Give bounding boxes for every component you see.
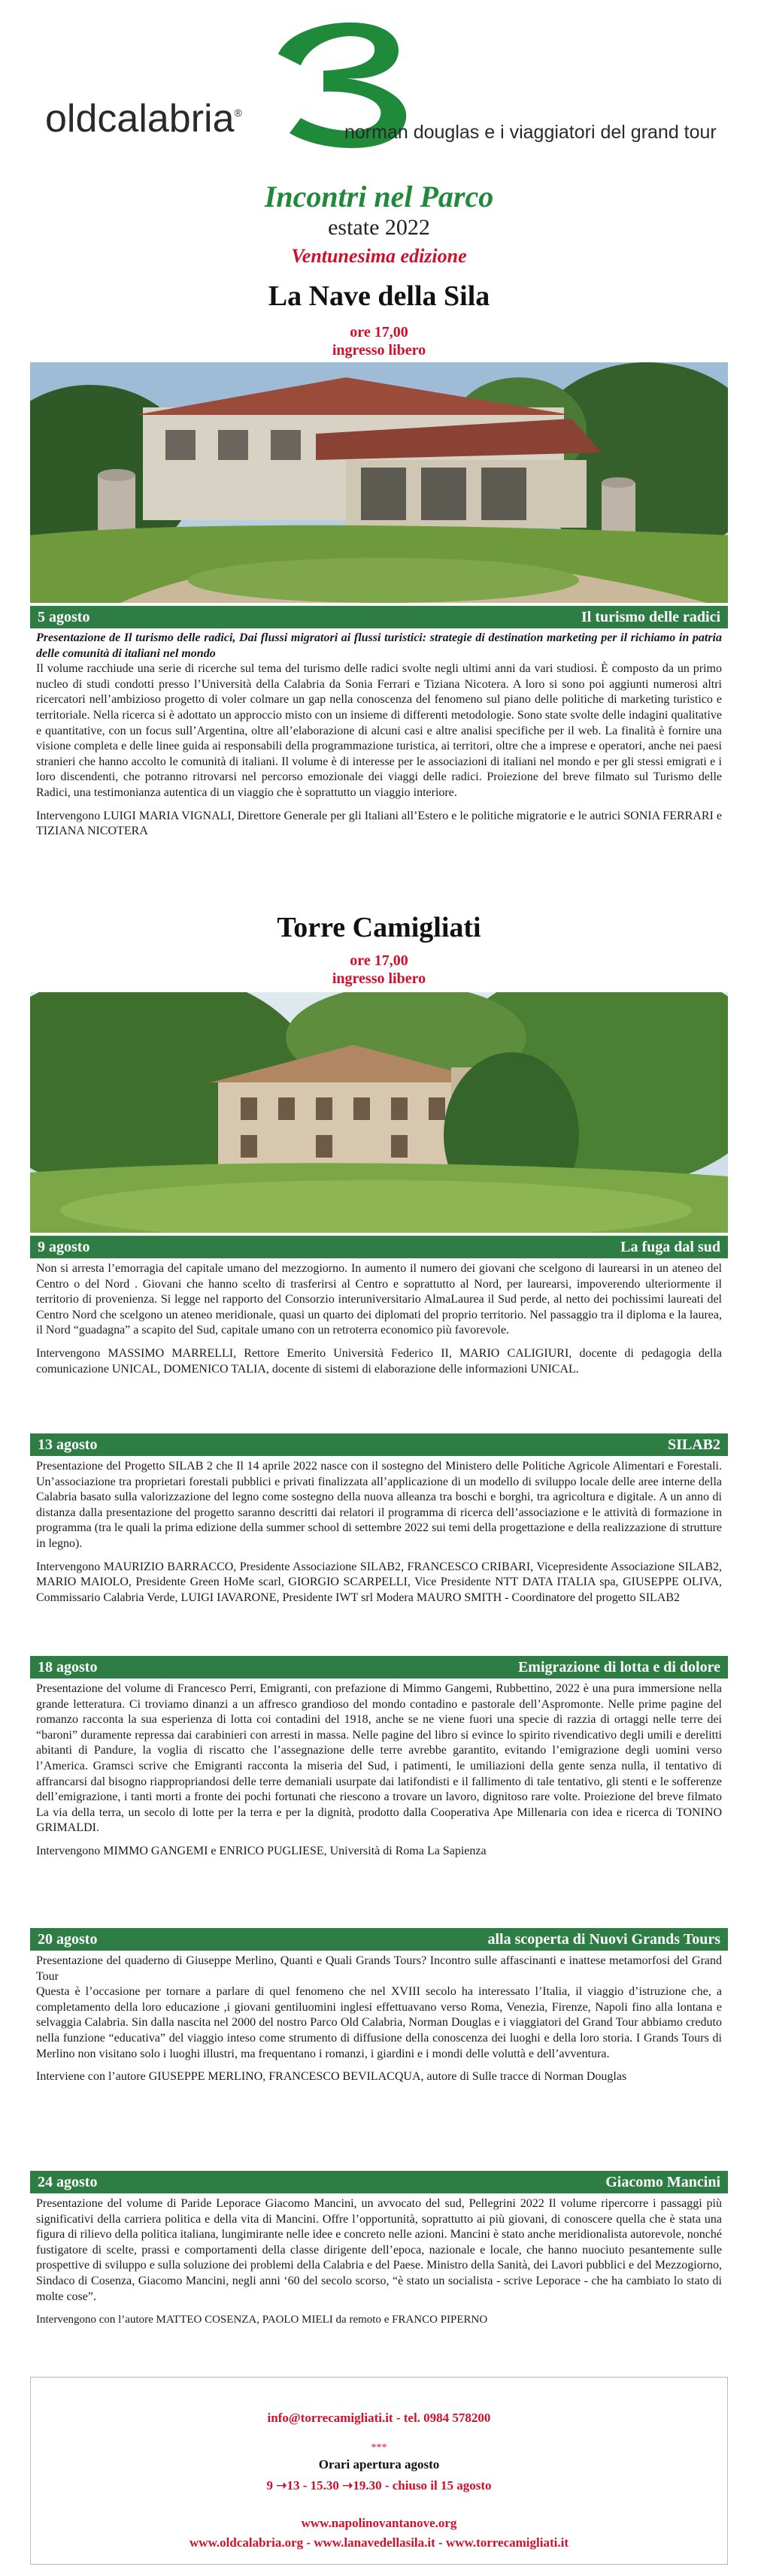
event-speakers: Intervengono con l’autore MATTEO COSENZA, PAOLO MIELI da remoto e FRANCO PIPERNO bbox=[36, 2314, 488, 2326]
event-text-18-agosto bbox=[36, 1682, 722, 1860]
venue-title-torre-camigliati: Torre Camigliati bbox=[277, 912, 481, 943]
event-bar-13-agosto bbox=[30, 1433, 728, 1456]
event-body: Questa è l’occasione per tornare a parlare di quel fenomeno che nel XVIII secolo ha interessato l’Italia, il viaggio d’istruzione che, a completamento della loro educazione ,i giovani gentiluomini inglesi effettuavano verso Roma, Venezia, Firenze, Napoli fino alla lontana e selvaggia Calabria. Sin dalla nascita nel 2000 del nostro Parco Old Calabria, Norman Douglas e i viaggiatori del Grand Tour abbiamo creduto nella funzione “educativa” del viaggio inteso come strumento di diffusione della conoscenza dei luoghi e della loro storia. I Grands Tours di Merlino non visitano solo i luoghi illustri, ma frequentano i romanzi, i giardini e i mondi delle voluttà e dell’avventura. bbox=[36, 1985, 722, 2060]
event-body: Presentazione del volume di Paride Leporace Giacomo Mancini, un avvocato del sud, Pellegrini 2022 Il volume ripercorre i passaggi più significativi della carriera politica e della vita di Mancini. Offre l’opportunità, soprattutto ai più giovani, di conoscere quella che è stata una figura di rilievo della politica italiana, lungimirante nelle idee e concreto nelle azioni. Mancini è stato anche meridionalista autorevole, nonché fustigatore di scelte, prassi e comportamenti della classe dirigente dell’epoca, nazionale e locale, che hanno nuociuto pesantemente sulle prospettive di sviluppo e sulla soluzione dei problemi della Calabria e del Paese. Ministro della Sanità, dei Lavori pubblici e del Mezzogiorno, Sindaco di Cosenza, Giacomo Mancini, negli anni ‘60 del secolo scorso, “è stato un socialista - scrive Leporace - che ha cambiato lo stato di molte cose”. bbox=[36, 2197, 722, 2303]
venue-entry-nave-sila: ingresso libero bbox=[332, 342, 426, 359]
venue-title-nave-sila: La Nave della Sila bbox=[268, 280, 490, 312]
event-text-5-agosto bbox=[36, 631, 722, 840]
event-speakers: Intervengono MASSIMO MARRELLI, Rettore Emerito Università Federico II, MARIO CALIGIURI, docente di pedagogia della comunicazione UNICAL, DOMENICO TALIA, docente di sistemi di elaborazione delle informazioni UNICAL. bbox=[36, 1346, 722, 1376]
event-date: 18 agosto bbox=[38, 1658, 98, 1675]
event-text-13-agosto bbox=[36, 1459, 722, 1606]
venue-entry-torre-camigliati: ingresso libero bbox=[332, 970, 426, 987]
event-speakers: Intervengono MAURIZIO BARRACCO, Presidente Associazione SILAB2, FRANCESCO CRIBARI, Vicepresidente Associazione SILAB2, MARIO MAIOLO, Presidente Green HoMe scarl, GIORGIO SCARPELLI, Vice Presidente NTT DATA ITALIA spa, GIUSEPPE OLIVA, Commissario Calabria Verde, LUIGI IAVARONE, Presidente IWT srl Modera MAURO SMITH - Coordinatore del progetto SILAB2 bbox=[36, 1560, 722, 1604]
event-speakers: Interviene con l’autore GIUSEPPE MERLINO, FRANCESCO BEVILACQUA, autore di Sulle tracce di Norman Douglas bbox=[36, 2070, 627, 2084]
event-bar-5-agosto bbox=[30, 606, 728, 628]
event-text-24-agosto bbox=[36, 2196, 722, 2328]
event-topic: Emigrazione di lotta e di dolore bbox=[517, 1658, 720, 1675]
event-body: Il volume racchiude una serie di ricerche sul tema del turismo delle radici svolte negli ultimi anni da vari studiosi. È composto da un primo nucleo di studi condotti presso l’Università della Calabria da Sonia Ferrari e Tiziana Nicotera. A loro si sono poi aggiunti numerosi altri ricercatori nell’ambizioso progetto di voler colmare un gap nella conoscenza del fenomeno sul piano delle politiche di marketing turistico e territoriale. Nella ricerca si è adottato un approccio misto con un insieme di differenti metodologie. Sono state svolte delle indagini qualitative e quantitative, con un focus sull’Argentina, oltre all’elaborazione di alcuni casi e altre analisi specifiche per il web. La finalità è fornire una visione completa e delle linee guida ai responsabili della programmazione turistica, ai territori, oltre che a imprese e operatori, anche nei paesi stranieri che hanno accolto le comunità di italiani. Il volume è di interesse per le associazioni di italiani nel mondo e per gli stessi emigrati e i loro discendenti, che potranno ritrovarsi nel percorso emozionale dei viaggi delle radici. Proiezione del breve filmato sul Turismo delle Radici, una testimonianza autentica di un viaggio che è soprattutto un viaggio interiore. bbox=[36, 662, 722, 799]
event-bar-18-agosto bbox=[30, 1656, 728, 1678]
brand-tagline: norman douglas e i viaggiatori del grand tour bbox=[344, 122, 717, 143]
venue-time-torre-camigliati: ore 17,00 bbox=[350, 952, 408, 969]
photo-nave-della-sila bbox=[30, 362, 728, 603]
event-date: 9 agosto bbox=[38, 1238, 90, 1255]
event-date: 13 agosto bbox=[38, 1436, 98, 1453]
photo-torre-camigliati bbox=[30, 992, 728, 1233]
contact-line[interactable]: info@torrecamigliati.it - tel. 0984 578200 bbox=[267, 2411, 491, 2425]
event-bar-24-agosto bbox=[30, 2171, 728, 2193]
event-date: 24 agosto bbox=[38, 2173, 98, 2190]
event-body: Presentazione del Progetto SILAB 2 che Il 14 aprile 2022 nasce con il sostegno del Ministero delle Politiche Agricole Alimentari e Forestali. Un’associazione tra proprietari forestali pubblici e privati finalizzata all’applicazione di un modello di sviluppo locale delle aree interne della Calabria basato sulla valorizzazione del legno come sostegno della nuova alleanza tra boschi e borghi, tra agricoltura e digitale. A un anno di distanza dalla presentazione del progetto saranno descritti dai relatori il programma di ricerca dell’associazione e le attività di formazione in programma (tra le quali la prima edizione della summer school di settembre 2022 sui temi della progettazione e della realizzazione di strutture in legno). bbox=[36, 1460, 722, 1550]
footer-info-box bbox=[30, 2377, 728, 2565]
hours-line: 9 ➝13 - 15.30 ➝19.30 - chiuso il 15 agosto bbox=[266, 2478, 492, 2493]
event-topic: La fuga dal sud bbox=[620, 1238, 720, 1255]
event-topic: alla scoperta di Nuovi Grands Tours bbox=[487, 1930, 720, 1948]
website-napoli99-link[interactable]: www.napolinovantanove.org bbox=[301, 2516, 457, 2530]
season-label: estate 2022 bbox=[328, 215, 430, 240]
event-lead: Presentazione de Il turismo delle radici, Dai flussi migratori ai flussi turistici: strategie di destination marketing per il richiamo in patria delle comunità di italiani nel mondo bbox=[36, 631, 722, 660]
edition-label: Ventunesima edizione bbox=[291, 245, 467, 267]
event-date: 5 agosto bbox=[38, 608, 90, 625]
event-lead: Presentazione del quaderno di Giuseppe Merlino, Quanti e Quali Grands Tours? Incontro sulle affascinanti e inattese metamorfosi del Grand Tour bbox=[36, 1954, 722, 1983]
event-bar-20-agosto bbox=[30, 1928, 728, 1951]
event-bar-9-agosto bbox=[30, 1236, 728, 1258]
brand-name: oldcalabria® bbox=[45, 97, 242, 141]
event-speakers: Intervengono LUIGI MARIA VIGNALI, Direttore Generale per gli Italiani all’Estero e le politiche migratorie e le autrici SONIA FERRARI e TIZIANA NICOTERA bbox=[36, 809, 722, 838]
websites-links[interactable]: www.oldcalabria.org - www.lanavedellasila.it - www.torrecamigliati.it bbox=[190, 2535, 568, 2550]
event-text-9-agosto bbox=[36, 1261, 722, 1377]
event-body: Non si arresta l’emorragia del capitale umano del mezzogiorno. In aumento il numero dei giovani che scelgono di laurearsi in un ateneo del Centro o del Nord . Giovani che hanno scelto di trasferirsi al Centro e soprattutto al Nord, per laurearsi, impoverendo ulteriormente il territorio di provenienza. Si legge nel rapporto del Consorzio interuniversitario AlmaLaurea il Sud perde, al netto dei pochissimi laureati del Centro Nord che scelgono un ateneo meridionale, quasi un quarto dei diplomati del proprio territorio. Nel passaggio tra il diploma e la laurea, il Nord “guadagna” a scapito del Sud, capitale umano con un retroterra economico più favorevole. bbox=[36, 1262, 722, 1337]
event-topic: SILAB2 bbox=[667, 1436, 720, 1453]
header bbox=[0, 0, 758, 180]
event-series-title: Incontri nel Parco bbox=[264, 180, 494, 213]
hours-title: Orari apertura agosto bbox=[318, 2457, 440, 2472]
event-topic: Il turismo delle radici bbox=[581, 608, 720, 625]
event-date: 20 agosto bbox=[38, 1930, 98, 1948]
event-speakers: Intervengono MIMMO GANGEMI e ENRICO PUGLIESE, Università di Roma La Sapienza bbox=[36, 1844, 487, 1857]
event-body: Presentazione del volume di Francesco Perri, Emigranti, con prefazione di Mimmo Gangemi, Rubbettino, 2022 è una pura immersione nella grande letteratura. Ci troviamo dinanzi a un affresco grandioso del mondo contadino e pastorale dell’Aspromonte. Nelle prime pagine del romanzo racconta la sua esperienza di lotta coi contadini del 1918, anche se ne viene fuori una specie di razzia di ortaggi nelle terre dei “baroni” duramente repressa dai carabinieri con arresti in massa. Nelle pagine del libro si evince lo spirito rivendicativo degli umili e derelitti abitanti di Pandure, la voglia di riscatto che l’assegnazione delle terre avrebbe garantito, evitando l’emigrazione degli uomini verso l’America. Gramsci scrive che Emigranti racconta la miseria del Sud, i patimenti, le umiliazioni della gente senza nulla, il tentativo di affrancarsi dal bisogno riappropriandosi delle terre demaniali usurpate dai latifondisti e il fallimento di tale tentativo, gli stenti e le sofferenze dell’emigrazione, i tanti morti a fronte dei pochi fortunati che riescono a trovare un lavoro, dignitoso rare volte. Proiezione del breve filmato La via della terra, un secolo di lotte per la terra e per la dignità, prodotto dalla Cooperativa Ape Millenaria con idea e ricerca di TONINO GRIMALDI. bbox=[36, 1682, 722, 1835]
event-topic: Giacomo Mancini bbox=[605, 2173, 720, 2190]
separator-stars: *** bbox=[371, 2442, 387, 2453]
event-text-20-agosto bbox=[36, 1954, 722, 2085]
venue-time-nave-sila: ore 17,00 bbox=[350, 324, 408, 341]
